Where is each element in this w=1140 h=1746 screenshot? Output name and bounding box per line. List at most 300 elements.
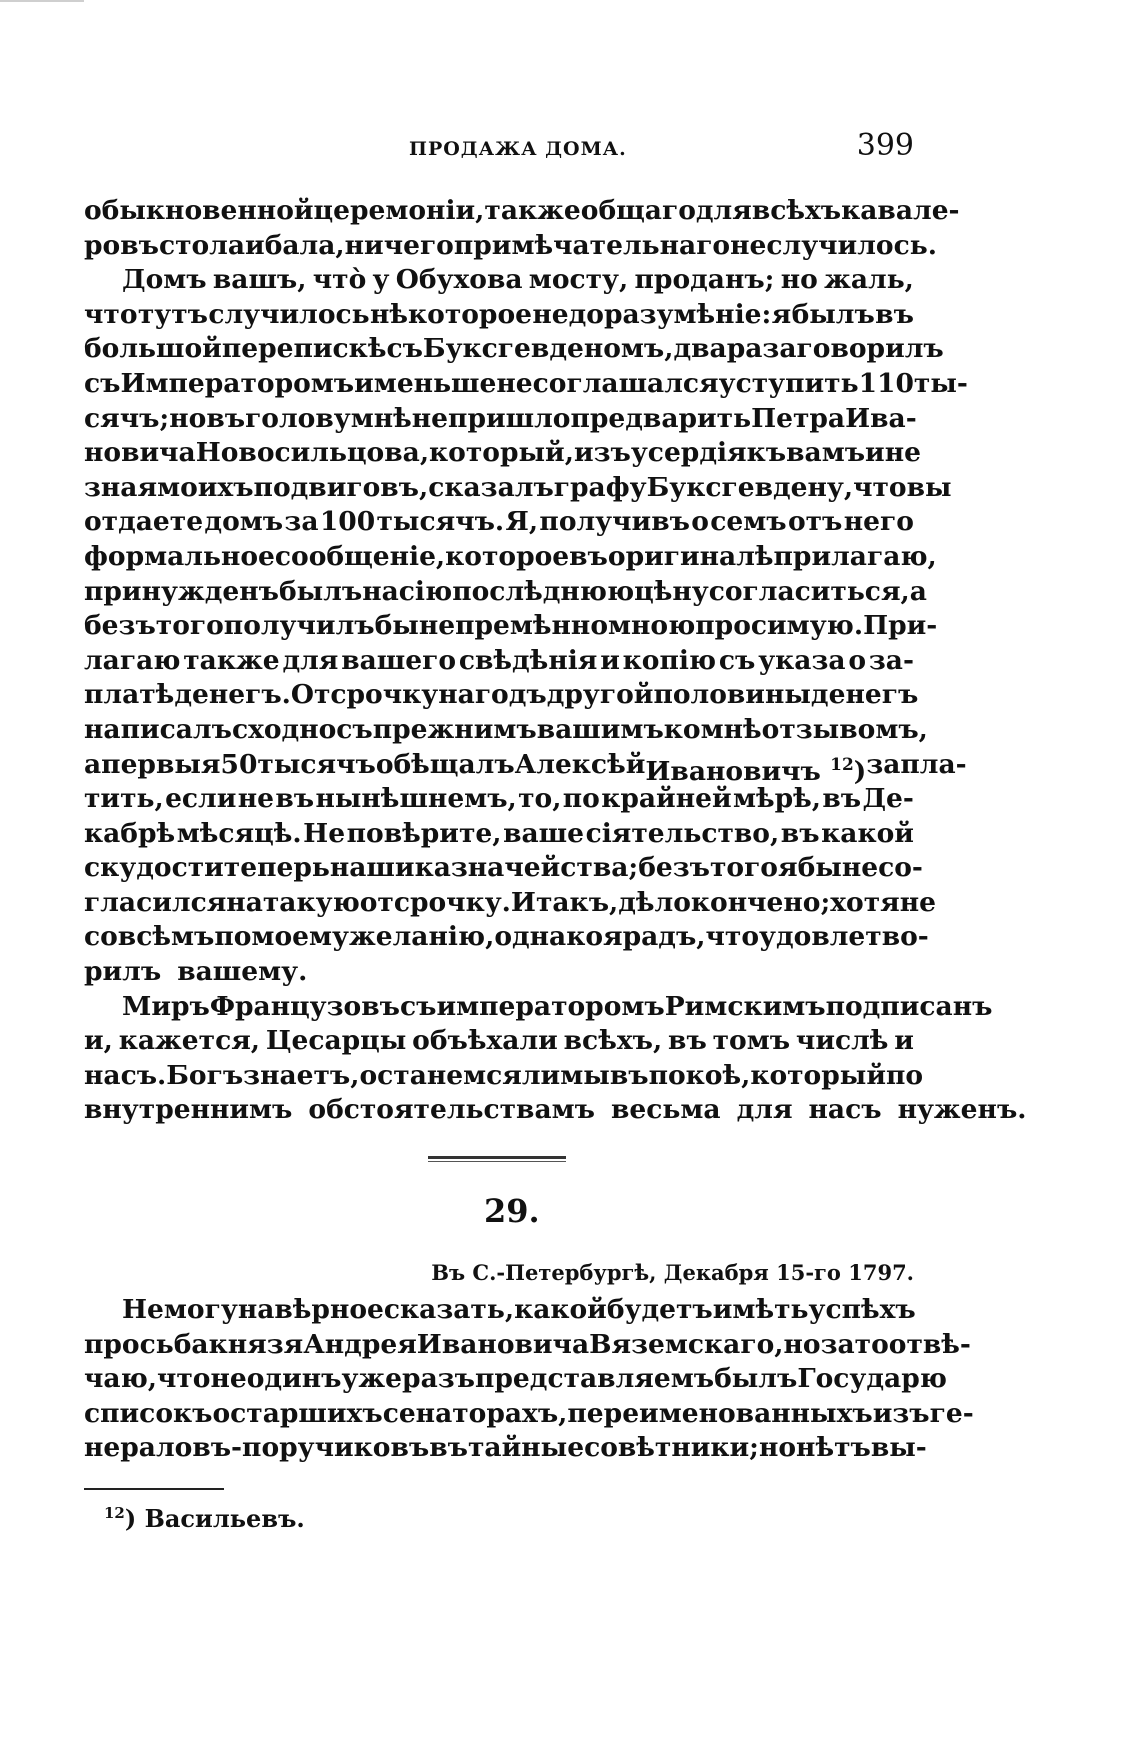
text-line <box>84 1024 914 1059</box>
text-line <box>84 1059 924 1094</box>
word: отъ <box>787 506 843 538</box>
word: со- <box>878 852 923 884</box>
text-line <box>84 955 914 990</box>
word: мнѣ <box>350 402 412 434</box>
word: церемоніи, <box>313 195 485 226</box>
word: насъ <box>808 1094 882 1126</box>
word: кончено; <box>690 886 831 918</box>
word: совѣтники; <box>584 1432 759 1464</box>
word: за <box>820 1328 855 1360</box>
word: къ <box>746 437 787 469</box>
text-line <box>84 1431 927 1466</box>
word: зная <box>84 471 158 503</box>
word: проданъ; <box>634 264 775 296</box>
word: съ <box>386 333 423 365</box>
word: Алексѣй <box>514 748 646 780</box>
word: не <box>210 1363 247 1395</box>
word: императоромъ <box>436 990 665 1022</box>
word: дѣло <box>618 886 691 918</box>
text-line <box>84 263 914 298</box>
word: того <box>155 610 224 642</box>
word: вы- <box>870 1432 927 1464</box>
word: ты- <box>913 367 968 399</box>
word: согласиться, <box>708 575 910 607</box>
word: Андрея <box>303 1328 417 1360</box>
word: ли <box>521 1059 561 1091</box>
word: одинъ <box>246 1363 342 1395</box>
word: вашему. <box>177 956 308 988</box>
word: и <box>245 229 265 261</box>
word: Французовъ <box>209 990 400 1022</box>
text-line <box>84 678 919 713</box>
word: получивъ <box>539 506 690 538</box>
word: ко <box>663 713 701 745</box>
word: вашъ, <box>212 264 307 296</box>
word: гласился <box>84 886 227 918</box>
word: Петра <box>751 402 846 434</box>
word: о <box>848 644 867 676</box>
word: что̀ <box>312 264 367 296</box>
word: подвиговъ, <box>253 471 429 503</box>
word: въ <box>668 1025 707 1057</box>
word: Буксгевденомъ, <box>422 333 674 365</box>
word: въ <box>569 540 608 572</box>
word: который, <box>429 437 574 469</box>
footnote-mark: 12 <box>104 1504 125 1522</box>
word: первыя <box>101 748 221 780</box>
word: хотя <box>830 886 900 918</box>
word: скудости <box>84 852 224 884</box>
paragraph-4 <box>84 1293 974 1466</box>
page-number: 399 <box>856 128 914 163</box>
word: за- <box>868 644 914 676</box>
word: былъ <box>791 298 875 330</box>
word: для <box>736 1094 793 1126</box>
word: съ <box>336 713 373 745</box>
text-line <box>84 782 914 817</box>
word: казначейства; <box>414 852 639 884</box>
word: не <box>496 367 533 399</box>
word: недоразумѣніе: <box>532 298 772 330</box>
word: вы <box>906 471 952 503</box>
word: но <box>780 264 818 296</box>
word: тысячъ <box>257 748 376 780</box>
word: для <box>695 195 752 226</box>
word: по <box>885 1059 924 1091</box>
word: получилъ <box>223 610 375 642</box>
text-line <box>84 332 944 367</box>
word: моему <box>251 921 349 953</box>
word: денегъ. <box>174 679 291 711</box>
word: Домъ <box>122 264 207 296</box>
word: то, <box>518 783 562 815</box>
word: о <box>691 506 709 538</box>
word: сіятельство, <box>585 817 780 849</box>
word: ровъ <box>84 229 159 261</box>
word: тысячъ. <box>376 506 505 538</box>
word: по <box>562 783 600 815</box>
word: изъ <box>872 1397 930 1429</box>
word: покоѣ, <box>648 1059 751 1091</box>
word: желанію, <box>348 921 495 953</box>
word: сію <box>398 575 453 607</box>
word: соглашался <box>532 367 719 399</box>
word: тутъ <box>137 298 208 330</box>
word: бы <box>374 610 419 642</box>
word: отзывомъ, <box>761 713 928 745</box>
word: я <box>777 852 798 884</box>
word: формальное <box>84 540 275 572</box>
word: изъ <box>573 437 631 469</box>
word: примѣчательнаго <box>453 229 731 261</box>
word: въ <box>275 783 315 815</box>
word: запла- <box>866 748 967 780</box>
word: семъ <box>710 506 787 538</box>
word: ге- <box>929 1397 974 1429</box>
word: разъ <box>402 1363 475 1395</box>
word: меньше <box>373 367 497 399</box>
word: свѣдѣнія <box>458 644 598 676</box>
word: нынѣшнемъ, <box>315 783 517 815</box>
word: указа <box>758 644 846 676</box>
word: Императоромъ <box>120 367 355 399</box>
word: усердія <box>630 437 747 469</box>
section-separator <box>428 1156 566 1162</box>
word: какой <box>514 1294 607 1325</box>
word: Новосильцова, <box>195 437 430 469</box>
word: сказать, <box>383 1294 515 1325</box>
word: него <box>843 506 914 538</box>
word: какой <box>821 817 914 849</box>
word: совсѣмъ <box>84 921 215 953</box>
word: съ <box>84 367 121 399</box>
word: сходно <box>231 713 337 745</box>
word: числѣ <box>795 1025 889 1057</box>
word: цѣну <box>634 575 709 607</box>
word: вамъ <box>786 437 866 469</box>
text-line <box>84 886 936 921</box>
word: моихъ <box>157 471 254 503</box>
word: томъ <box>712 1025 791 1057</box>
text-line <box>84 367 968 402</box>
word: Отсрочку <box>290 679 439 711</box>
word: я <box>771 298 792 330</box>
word: удовлетво- <box>759 921 929 953</box>
word: уже <box>341 1363 403 1395</box>
word: стола <box>158 229 246 261</box>
text-line <box>84 471 952 506</box>
word: но <box>783 1328 821 1360</box>
word: Государю <box>797 1363 947 1395</box>
word: у <box>372 264 390 296</box>
word: годъ <box>474 679 547 711</box>
word: половины <box>653 679 811 711</box>
word: вашимъ <box>536 713 664 745</box>
text-line <box>84 1397 974 1432</box>
dateline: Въ С.-Петербургѣ, Декабря 15-го 1797. <box>431 1260 914 1285</box>
word: копію <box>622 644 717 676</box>
running-head: ПРОДАЖА ДОМА. <box>409 138 627 160</box>
text-line <box>84 1093 1027 1128</box>
word: повѣрите, <box>346 817 502 849</box>
word: прилагаю, <box>773 540 937 572</box>
word: а <box>909 575 927 607</box>
word: платѣ <box>84 679 175 711</box>
word: того <box>709 852 778 884</box>
scan-edge-mark <box>0 0 84 2</box>
word: нуженъ. <box>897 1094 1027 1126</box>
word: Буксгевдену, <box>646 471 854 503</box>
word: Цесарцы <box>265 1025 407 1057</box>
letter-28-conclusion <box>84 194 1027 1128</box>
word: могу <box>163 1294 238 1325</box>
word: списокъ <box>84 1397 213 1429</box>
word: въ <box>429 1432 468 1464</box>
word: на <box>438 679 475 711</box>
word: что <box>84 298 138 330</box>
word: съ <box>399 990 437 1022</box>
text-line <box>84 990 993 1025</box>
word: знаетъ, <box>243 1059 360 1091</box>
word: бы <box>797 852 842 884</box>
word: объѣхали <box>412 1025 558 1057</box>
word: два <box>673 333 727 365</box>
word: принужденъ <box>84 575 279 607</box>
word: отсрочку. <box>359 886 511 918</box>
footnote-text: ) Васильевъ. <box>124 1504 305 1533</box>
text-line <box>84 402 917 437</box>
word: голову <box>245 402 351 434</box>
word: Ива- <box>845 402 917 434</box>
word: не <box>237 783 275 815</box>
word: нераловъ-поручиковъ <box>84 1432 430 1464</box>
word: и <box>600 644 620 676</box>
word: бала, <box>264 229 345 261</box>
word: и <box>865 437 885 469</box>
text-line <box>84 540 937 575</box>
word: и <box>354 367 374 399</box>
word: 100 <box>319 506 376 538</box>
word: случилось. <box>766 229 937 261</box>
footnote <box>104 1504 305 1533</box>
word: не <box>899 886 936 918</box>
word: если <box>165 783 237 815</box>
word: не <box>841 852 879 884</box>
word: былъ <box>278 575 363 607</box>
word: останемся <box>359 1059 522 1091</box>
paragraph-1 <box>84 194 960 263</box>
word: радъ, <box>622 921 706 953</box>
text-line <box>84 1328 971 1363</box>
word: для <box>282 644 339 676</box>
word: говорилъ <box>796 333 944 365</box>
word: представляемъ <box>475 1363 715 1395</box>
word: Не <box>122 1294 164 1325</box>
word: теперь <box>223 852 330 884</box>
word: мнѣ <box>700 713 762 745</box>
word: просимую. <box>695 610 864 642</box>
word: предварить <box>570 402 752 434</box>
word: переименованныхъ <box>567 1397 873 1429</box>
word: сказалъ <box>428 471 554 503</box>
word: по <box>214 921 252 953</box>
word: безъ <box>84 610 156 642</box>
word: ничего <box>344 229 454 261</box>
word: тить, <box>84 783 164 815</box>
word: однако <box>494 921 604 953</box>
word: князя <box>208 1328 304 1360</box>
word: Ивановича <box>416 1328 590 1360</box>
word: и, <box>84 1025 113 1057</box>
word: мною <box>608 610 696 642</box>
word: насъ. <box>84 1059 167 1091</box>
text-line <box>84 644 914 679</box>
word: Де- <box>862 783 914 815</box>
word: а <box>84 748 102 780</box>
text-line <box>84 713 928 748</box>
word: нѣкоторое <box>370 298 533 330</box>
word: сячъ; <box>84 402 170 434</box>
word: Итакъ, <box>510 886 619 918</box>
text-line <box>84 298 914 333</box>
word: большой <box>84 333 222 365</box>
word: Я, <box>505 506 539 538</box>
word: послѣднюю <box>452 575 635 607</box>
word: былъ <box>714 1363 798 1395</box>
word: въ <box>206 402 246 434</box>
word: что <box>156 1363 211 1395</box>
word: который <box>750 1059 886 1091</box>
word: мѣсяцѣ. <box>176 817 302 849</box>
footnote-ref-mark: 12 <box>830 754 854 775</box>
word: въ <box>822 783 862 815</box>
word: то <box>854 1328 889 1360</box>
word: обѣщалъ <box>375 748 515 780</box>
paragraph-2 <box>84 263 968 747</box>
word: не <box>730 229 767 261</box>
word: будетъ <box>606 1294 713 1325</box>
word: При- <box>863 610 938 642</box>
word: Миръ <box>122 990 210 1022</box>
word: такую <box>262 886 360 918</box>
word: 110 <box>858 367 914 399</box>
word: отвѣ- <box>888 1328 971 1360</box>
paragraph-3 <box>84 990 1027 1128</box>
word: навѣрное <box>237 1294 384 1325</box>
letter-number: 29. <box>484 1192 540 1230</box>
word: внутреннимъ <box>84 1094 293 1126</box>
word: обстоятельствамъ <box>308 1094 595 1126</box>
word: написалъ <box>84 713 232 745</box>
paragraph-2-continued <box>84 782 936 990</box>
letter-29-body <box>84 1293 974 1466</box>
word: что <box>853 471 907 503</box>
word: сообщеніе, <box>274 540 446 572</box>
word: всѣхъ, <box>563 1025 663 1057</box>
word: не <box>884 437 921 469</box>
word: также <box>484 195 581 226</box>
text-line <box>84 920 929 955</box>
word: оригиналѣ <box>607 540 774 572</box>
word: кабрѣ <box>84 817 176 849</box>
word: за <box>284 506 319 538</box>
text-line <box>84 817 914 852</box>
word: всѣхъ <box>751 195 842 226</box>
text-line <box>84 609 938 644</box>
word: которое <box>445 540 570 572</box>
word: чаю, <box>84 1363 157 1395</box>
page-header <box>84 128 914 168</box>
word: кавале- <box>841 195 960 226</box>
word: на <box>362 575 399 607</box>
word: непремѣнно <box>418 610 609 642</box>
word: о <box>212 1397 231 1429</box>
word: что <box>705 921 760 953</box>
word: 50 <box>220 748 258 780</box>
word: я <box>603 921 623 953</box>
word: Римскимъ <box>664 990 826 1022</box>
word: имѣть <box>712 1294 809 1325</box>
text-line <box>84 436 921 471</box>
word: съ <box>718 644 756 676</box>
word: прежнимъ <box>372 713 537 745</box>
word: не <box>411 402 449 434</box>
word: крайней <box>601 783 732 815</box>
word: Не <box>303 817 346 849</box>
text-line <box>84 505 914 540</box>
word: тайные <box>467 1432 585 1464</box>
word: на <box>226 886 263 918</box>
text-line <box>84 1362 947 1397</box>
word: безъ <box>638 852 710 884</box>
word: въ <box>780 817 820 849</box>
word: наши <box>329 852 415 884</box>
word: вашего <box>341 644 457 676</box>
footnote-rule <box>84 1488 224 1490</box>
word: графу <box>553 471 647 503</box>
word: лагаю <box>84 644 181 676</box>
word: денегъ <box>810 679 919 711</box>
text-line <box>84 1293 914 1328</box>
word: Вяземскаго, <box>589 1328 784 1360</box>
word: весьма <box>611 1094 721 1126</box>
word: отдаете <box>84 506 204 538</box>
word: мы <box>560 1059 610 1091</box>
word: случилось <box>208 298 370 330</box>
word: жаль, <box>824 264 914 296</box>
word: ваше <box>503 817 584 849</box>
word: новича <box>84 437 196 469</box>
word: обыкновенной <box>84 195 314 226</box>
word: но <box>169 402 207 434</box>
word: подписанъ <box>825 990 993 1022</box>
word: въ <box>875 298 914 330</box>
word: кажется, <box>118 1025 261 1057</box>
word: также <box>183 644 280 676</box>
word: въ <box>609 1059 649 1091</box>
word: другой <box>546 679 654 711</box>
word: рилъ <box>84 956 162 988</box>
footnote-ref-word: Ивановичъ $^{12}$) <box>645 754 867 787</box>
word: старшихъ <box>230 1397 383 1429</box>
word: домъ <box>204 506 284 538</box>
text-line <box>84 851 923 886</box>
word: пришло <box>448 402 571 434</box>
word: сенаторахъ, <box>382 1397 568 1429</box>
word: уступить <box>718 367 859 399</box>
word: Богъ <box>166 1059 244 1091</box>
word: успѣхъ <box>808 1294 916 1325</box>
